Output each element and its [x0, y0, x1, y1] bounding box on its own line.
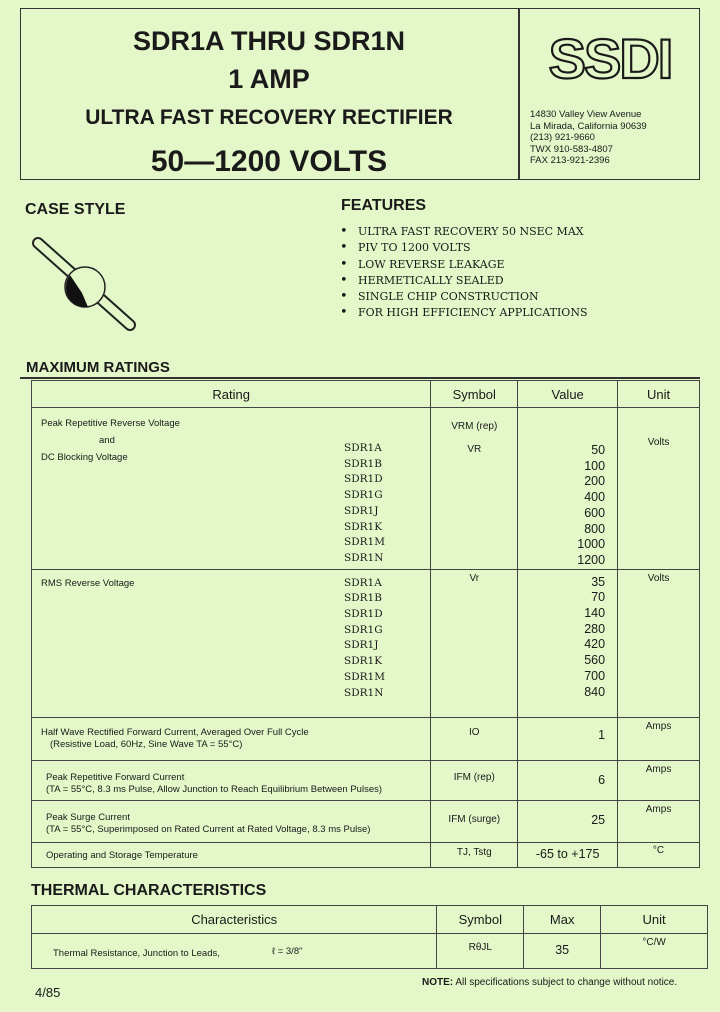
rating-label: Peak Repetitive Reverse Voltage — [41, 418, 180, 429]
case-style-heading: CASE STYLE — [25, 201, 126, 218]
footer-note — [422, 977, 677, 988]
thermal-heading: THERMAL CHARACTERISTICS — [31, 882, 267, 899]
table-row — [32, 842, 700, 867]
rating-label: RMS Reverse Voltage — [41, 577, 135, 589]
max-ratings-table — [31, 380, 700, 868]
symbol: VRM (rep) — [451, 421, 498, 432]
unit: Amps — [645, 803, 672, 815]
table-row — [32, 760, 700, 800]
feature-item: • FOR HIGH EFFICIENCY APPLICATIONS — [340, 305, 588, 321]
col-unit: Unit — [618, 381, 700, 408]
symbol: Vr — [469, 572, 480, 584]
table-row — [32, 717, 700, 760]
revision-date: 4/85 — [35, 985, 61, 1000]
unit: °C/W — [642, 937, 666, 948]
value-list: 35 70 140 280 420 560 700 840 — [584, 574, 606, 699]
address-twx: TWX 910-583-4807 — [530, 143, 613, 155]
col-rating: Rating — [32, 381, 431, 408]
note-text: All specifications subject to change without notice. — [455, 977, 678, 988]
thermal-table — [31, 905, 708, 969]
address-phone: (213) 921-9660 — [530, 132, 595, 143]
symbol: RθJL — [468, 942, 492, 953]
rating-label: Peak Repetitive Forward Current — [46, 771, 185, 783]
rating-label: Peak Surge Current — [46, 811, 130, 823]
feature-item: • LOW REVERSE LEAKAGE — [340, 257, 588, 273]
address-fax: FAX 213-921-2396 — [530, 155, 610, 166]
characteristic-label: Thermal Resistance, Junction to Leads, — [53, 948, 220, 959]
header-divider — [518, 8, 520, 180]
part-list: SDR1A SDR1B SDR1D SDR1G SDR1J SDR1K SDR1M SDR1N — [344, 576, 385, 699]
symbol: IO — [468, 726, 480, 738]
diode-package-illustration — [30, 235, 140, 335]
max-ratings-rule — [20, 377, 700, 379]
rating-condition: (TA = 55°C, Superimposed on Rated Current at Rated Voltage, 8.3 ms Pulse) — [46, 823, 371, 835]
rating-label: Half Wave Rectified Forward Current, Averaged Over Full Cycle — [41, 726, 309, 738]
value: 1 — [598, 727, 606, 742]
title-product: ULTRA FAST RECOVERY RECTIFIER — [85, 106, 453, 129]
value: 25 — [591, 812, 606, 827]
table-row — [32, 800, 700, 842]
address-street: 14830 Valley View Avenue — [530, 109, 642, 120]
unit: Amps — [645, 720, 672, 732]
table-row — [32, 934, 708, 969]
col-characteristics: Characteristics — [32, 906, 437, 934]
features-list — [340, 224, 588, 322]
feature-item: • ULTRA FAST RECOVERY 50 NSEC MAX — [340, 224, 588, 240]
features-heading: FEATURES — [341, 197, 427, 214]
symbol: IFM (rep) — [453, 771, 495, 783]
part-list: SDR1A SDR1B SDR1D SDR1G SDR1J SDR1K SDR1M SDR1N — [344, 442, 385, 564]
col-symbol: Symbol — [431, 381, 518, 408]
ssdi-logo — [526, 30, 694, 88]
value: 6 — [598, 772, 606, 787]
rating-condition: (Resistive Load, 60Hz, Sine Wave TA = 55°C) — [50, 738, 243, 750]
feature-item: • PIV TO 1200 VOLTS — [340, 240, 588, 256]
title-part-range: SDR1A THRU SDR1N — [132, 26, 406, 56]
rating-label: Operating and Storage Temperature — [46, 849, 198, 861]
unit: °C — [652, 844, 665, 856]
note-label: NOTE: — [422, 977, 454, 988]
unit: Volts — [647, 437, 670, 448]
unit: Amps — [645, 763, 672, 775]
title-voltage: 50—1200 VOLTS — [150, 145, 388, 178]
table-row — [32, 569, 700, 717]
symbol: TJ, Tstg — [456, 846, 492, 858]
title-current: 1 AMP — [228, 64, 310, 94]
symbol: VR — [467, 444, 482, 455]
col-symbol: Symbol — [437, 906, 524, 934]
unit: Volts — [647, 572, 670, 584]
rating-condition: (TA = 55°C, 8.3 ms Pulse, Allow Junction to Reach Equilibrium Between Pulses) — [46, 783, 383, 795]
characteristic-condition: ℓ = 3/8" — [272, 946, 303, 957]
value-list: 50 100 200 400 600 800 1000 1200 — [577, 443, 606, 567]
value: -65 to +175 — [535, 846, 600, 861]
col-value: Value — [518, 381, 618, 408]
symbol: IFM (surge) — [448, 813, 501, 825]
address-city: La Mirada, California 90639 — [530, 120, 647, 132]
max-ratings-heading: MAXIMUM RATINGS — [26, 359, 170, 376]
table-row — [32, 408, 700, 570]
col-unit: Unit — [601, 906, 708, 934]
feature-item: • SINGLE CHIP CONSTRUCTION — [340, 289, 588, 305]
rating-label: and — [99, 435, 115, 446]
col-max: Max — [524, 906, 601, 934]
address-block — [530, 109, 647, 167]
feature-item: • HERMETICALLY SEALED — [340, 273, 588, 289]
value: 35 — [555, 943, 570, 957]
svg-text:SSDI: SSDI — [548, 30, 672, 88]
rating-label: DC Blocking Voltage — [41, 452, 128, 463]
